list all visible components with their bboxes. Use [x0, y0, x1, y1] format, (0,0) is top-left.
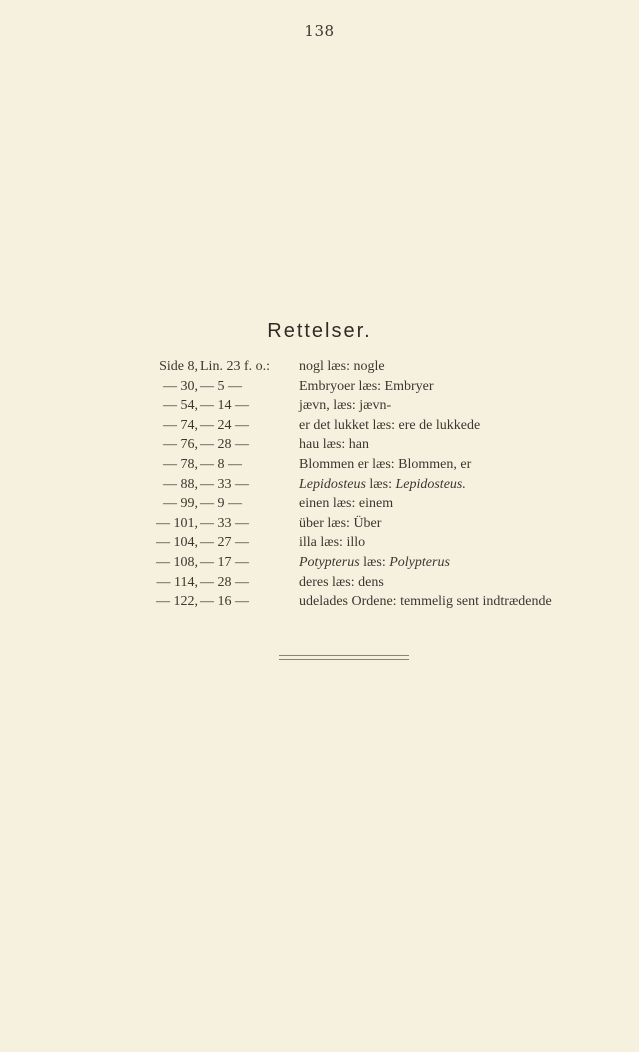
errata-heading: Rettelser. — [267, 320, 372, 342]
correction-text: Embryoer læs: Embryer — [299, 378, 434, 394]
line-ref: — 16 — — [200, 594, 249, 610]
correct-term: Lepidosteus. — [395, 476, 466, 492]
page-ref: — 108, — [156, 554, 198, 570]
errata-row — [0, 396, 639, 416]
errata-row — [0, 377, 639, 397]
correction-text: udelades Ordene: temmelig sent indtrædende — [299, 594, 552, 610]
line-ref: — 27 — — [200, 535, 249, 551]
line-ref: — 9 — — [200, 496, 242, 512]
errata-row — [0, 455, 639, 475]
correction-text: jævn, læs: jævn- — [299, 398, 392, 414]
page-ref: — 54, — [163, 398, 198, 414]
read-as-label: læs: — [359, 554, 390, 570]
correction-text — [299, 475, 466, 495]
page-ref: — 30, — [163, 378, 198, 394]
page-ref: — 78, — [163, 456, 198, 472]
page-ref: — 101, — [156, 515, 198, 531]
page-ref: — 114, — [156, 574, 198, 590]
page-ref: — 74, — [163, 417, 198, 433]
page-number: 138 — [304, 22, 335, 40]
line-ref: Lin. 23 f. o.: — [200, 359, 270, 374]
page-ref: Side 8, — [159, 359, 198, 374]
errata-list — [0, 357, 639, 612]
errata-row — [0, 592, 639, 612]
line-ref: — 28 — — [200, 437, 249, 453]
page-ref: — 88, — [163, 476, 198, 492]
errata-row — [0, 435, 639, 455]
line-ref: — 14 — — [200, 398, 249, 414]
page-ref: — 122, — [156, 594, 198, 610]
correction-text: Blommen er læs: Blommen, er — [299, 456, 472, 472]
closing-rule — [279, 659, 409, 660]
line-ref: — 24 — — [200, 417, 249, 433]
correction-text: einen læs: einem — [299, 496, 394, 512]
correction-text: illa læs: illo — [299, 535, 366, 551]
errata-row — [0, 514, 639, 534]
correction-text: deres læs: dens — [299, 574, 384, 590]
read-as-label: læs: — [365, 476, 396, 492]
correction-text — [299, 553, 450, 573]
correct-term: Polypterus — [389, 554, 450, 570]
correction-text: nogl læs: nogle — [299, 359, 385, 374]
wrong-term: Potypterus — [299, 554, 360, 570]
errata-row — [0, 573, 639, 593]
line-ref: — 33 — — [200, 515, 249, 531]
closing-rule — [279, 655, 409, 656]
wrong-term: Lepidosteus — [299, 476, 366, 492]
line-ref: — 5 — — [200, 378, 242, 394]
errata-row — [0, 475, 639, 495]
correction-text: über læs: Über — [299, 515, 382, 531]
page-ref: — 76, — [163, 437, 198, 453]
line-ref: — 17 — — [200, 554, 249, 570]
errata-row — [0, 416, 639, 436]
errata-row — [0, 553, 639, 573]
page-ref: — 99, — [163, 496, 198, 512]
correction-text: hau læs: han — [299, 437, 369, 453]
errata-row — [0, 357, 639, 377]
page-ref: — 104, — [156, 535, 198, 551]
correction-text: er det lukket læs: ere de lukkede — [299, 417, 481, 433]
line-ref: — 33 — — [200, 476, 249, 492]
errata-row — [0, 494, 639, 514]
line-ref: — 28 — — [200, 574, 249, 590]
line-ref: — 8 — — [200, 456, 242, 472]
errata-row — [0, 533, 639, 553]
